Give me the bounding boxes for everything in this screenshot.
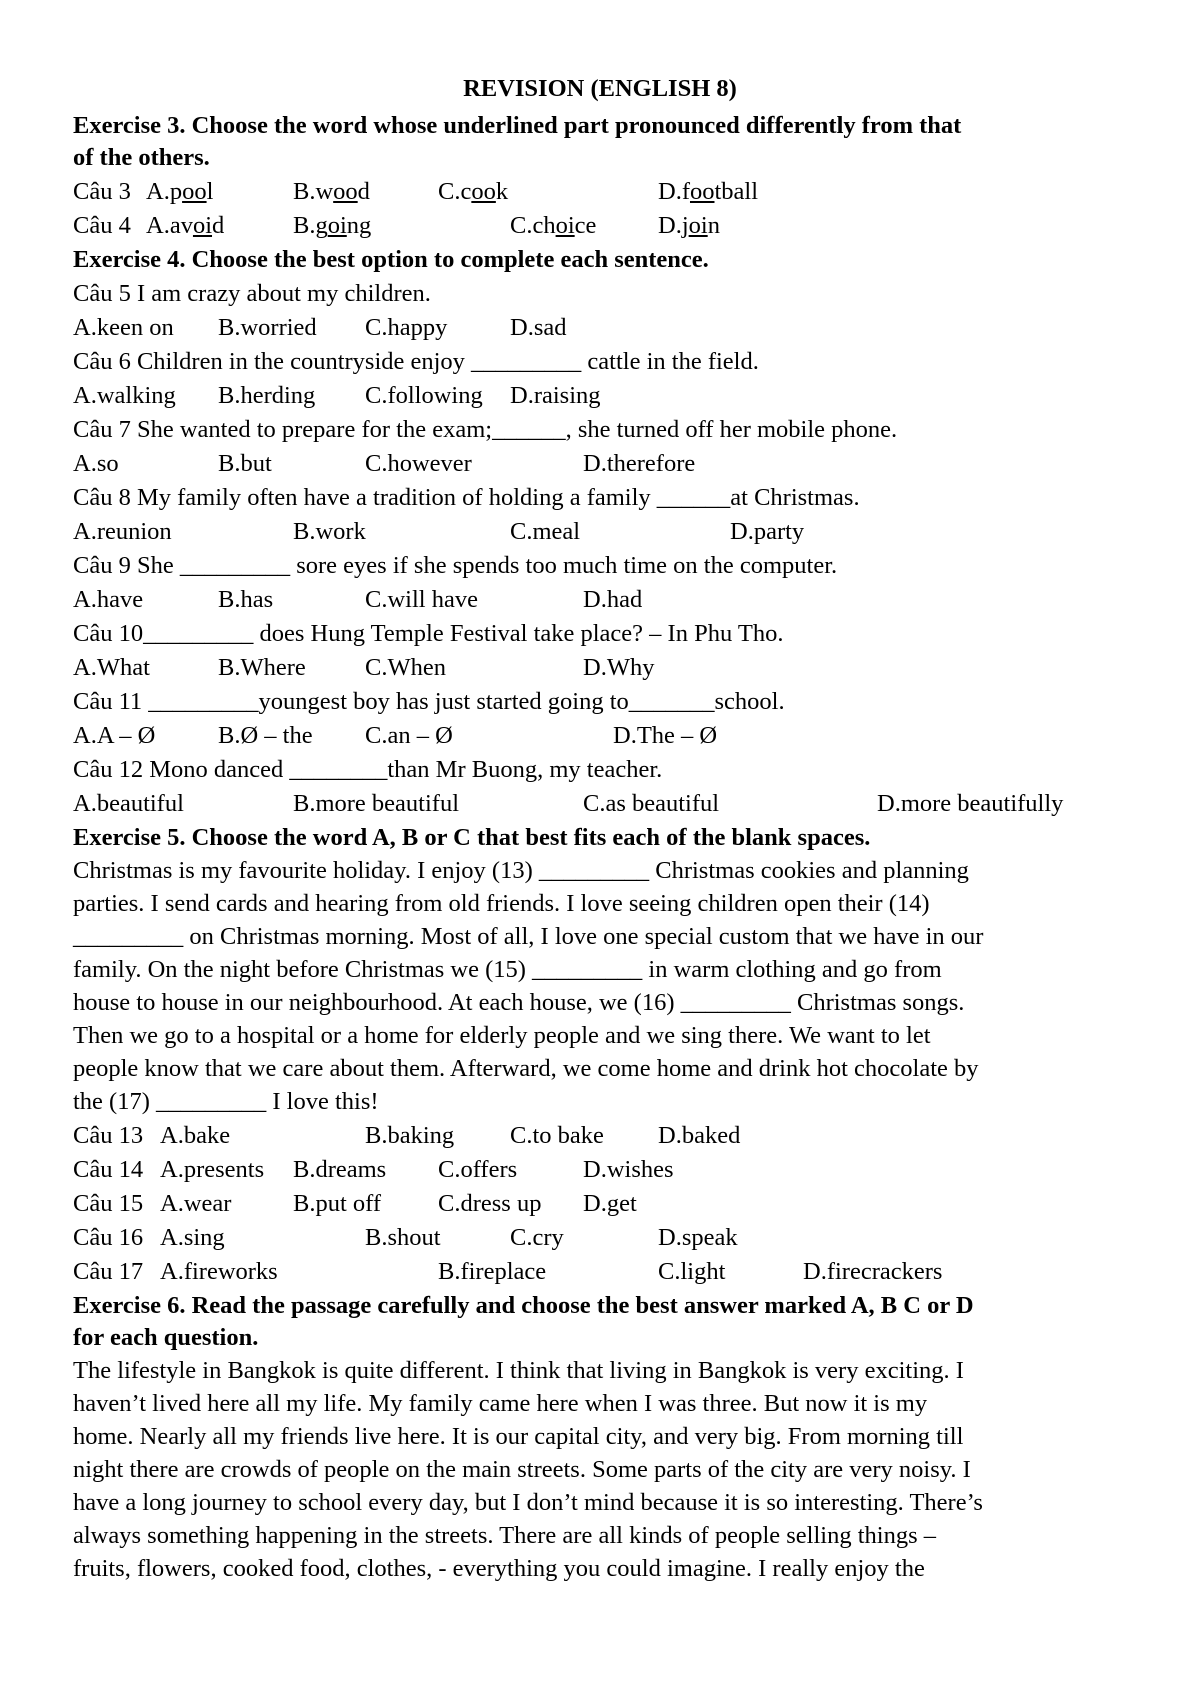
question-4-option-a: A.avoid [146,212,225,239]
question-10-options [73,653,1133,691]
question-15-label: Câu 15 [73,1190,144,1217]
exercise-5-passage-line: parties. I send cards and hearing from old friends. I love seeing children open their (14) [73,890,930,917]
question-16-option-b: B.shout [365,1224,441,1251]
page-title: REVISION (ENGLISH 8) [463,75,737,102]
question-16-option-d: D.speak [658,1224,738,1251]
question-14-option-a: A.presents [160,1156,265,1183]
exercise-6-passage-line: haven’t lived here all my life. My family came here when I was three. But now it is my [73,1390,928,1417]
question-4-option-d: D.join [658,212,720,239]
exercise-5-passage-line: people know that we care about them. Afterward, we come home and drink hot chocolate by [73,1055,979,1082]
question-3-option-d: D.football [658,178,759,205]
question-5-options [73,313,1133,351]
question-16-option-c: C.cry [510,1224,564,1251]
question-15-option-d: D.get [583,1190,637,1217]
question-15-option-b: B.put off [293,1190,382,1217]
question-6-stem: Câu 6 Children in the countryside enjoy _________ cattle in the field. [73,348,759,375]
question-3-label: Câu 3 [73,178,131,205]
question-11-option-c: C.an – Ø [365,722,453,749]
question-10-option-c: C.When [365,654,446,681]
question-6-option-a: A.walking [73,382,176,409]
question-8-option-a: A.reunion [73,518,172,545]
question-12-options [73,789,1133,827]
question-13-options [73,1121,1133,1159]
question-7-option-d: D.therefore [583,450,696,477]
question-7-option-b: B.but [218,450,272,477]
question-17-option-a: A.fireworks [160,1258,278,1285]
exercise-6-passage-line: always something happening in the streets. There are all kinds of people selling things – [73,1522,936,1549]
question-4-option-c: C.choice [510,212,597,239]
question-15-options [73,1189,1133,1227]
question-5-option-b: B.worried [218,314,317,341]
question-14-option-b: B.dreams [293,1156,387,1183]
question-3-option-c: C.cook [438,178,509,205]
question-11-stem: Câu 11 _________youngest boy has just started going to_______school. [73,688,785,715]
question-5-option-d: D.sad [510,314,567,341]
question-17-option-c: C.light [658,1258,726,1285]
question-9-option-d: D.had [583,586,643,613]
exercise-5-passage-line: Then we go to a hospital or a home for elderly people and we sing there. We want to let [73,1022,931,1049]
question-16-option-a: A.sing [160,1224,225,1251]
exercise-5-passage-line: Christmas is my favourite holiday. I enjoy (13) _________ Christmas cookies and planning [73,857,969,884]
question-3-options [73,177,1133,215]
question-13-option-b: B.baking [365,1122,455,1149]
question-10-option-d: D.Why [583,654,655,681]
question-17-options [73,1257,1133,1295]
question-10-option-b: B.Where [218,654,306,681]
question-4-options [73,211,1133,249]
question-6-option-b: B.herding [218,382,316,409]
question-14-label: Câu 14 [73,1156,144,1183]
question-7-option-a: A.so [73,450,119,477]
question-9-stem: Câu 9 She _________ sore eyes if she spends too much time on the computer. [73,552,838,579]
question-6-option-d: D.raising [510,382,601,409]
question-12-option-b: B.more beautiful [293,790,460,817]
exercise-4-heading: Exercise 4. Choose the best option to complete each sentence. [73,246,709,273]
question-9-options [73,585,1133,623]
question-14-option-c: C.offers [438,1156,518,1183]
question-10-option-a: A.What [73,654,150,681]
question-12-option-a: A.beautiful [73,790,184,817]
question-17-option-b: B.fireplace [438,1258,547,1285]
exercise-6-passage-line: have a long journey to school every day, but I don’t mind because it is so interesting. There’s [73,1489,983,1516]
question-6-options [73,381,1133,419]
question-10-stem: Câu 10_________ does Hung Temple Festival take place? – In Phu Tho. [73,620,784,647]
question-7-options [73,449,1133,487]
question-8-option-b: B.work [293,518,366,545]
question-11-option-a: A.A – Ø [73,722,156,749]
question-5-option-c: C.happy [365,314,448,341]
question-12-option-c: C.as beautiful [583,790,720,817]
exercise-5-heading: Exercise 5. Choose the word A, B or C that best fits each of the blank spaces. [73,824,871,851]
question-6-option-c: C.following [365,382,483,409]
question-13-option-a: A.bake [160,1122,231,1149]
question-17-option-d: D.firecrackers [803,1258,943,1285]
question-14-option-d: D.wishes [583,1156,674,1183]
question-12-stem: Câu 12 Mono danced ________than Mr Buong, my teacher. [73,756,663,783]
question-11-options [73,721,1133,759]
exercise-6-heading: Exercise 6. Read the passage carefully and choose the best answer marked A, B C or D [73,1292,974,1319]
question-16-options [73,1223,1133,1261]
question-12-option-d: D.more beautifully [877,790,1064,817]
exercise-6-passage-line: home. Nearly all my friends live here. It is our capital city, and very big. From morning till [73,1423,964,1450]
question-9-option-a: A.have [73,586,144,613]
question-3-option-b: B.wood [293,178,370,205]
question-3-option-a: A.pool [146,178,214,205]
question-15-option-c: C.dress up [438,1190,542,1217]
question-13-label: Câu 13 [73,1122,144,1149]
question-7-option-c: C.however [365,450,472,477]
question-15-option-a: A.wear [160,1190,232,1217]
question-17-label: Câu 17 [73,1258,144,1285]
exercise-3-heading: Exercise 3. Choose the word whose underlined part pronounced differently from that [73,112,962,139]
question-4-label: Câu 4 [73,212,131,239]
exercise-5-passage-line: _________ on Christmas morning. Most of all, I love one special custom that we have in our [73,923,984,950]
question-16-label: Câu 16 [73,1224,144,1251]
exercise-5-passage-line: house to house in our neighbourhood. At each house, we (16) _________ Christmas songs. [73,989,965,1016]
question-4-option-b: B.going [293,212,372,239]
question-11-option-b: B.Ø – the [218,722,313,749]
question-8-option-d: D.party [730,518,805,545]
question-14-options [73,1155,1133,1193]
question-8-option-c: C.meal [510,518,581,545]
question-7-stem: Câu 7 She wanted to prepare for the exam;______, she turned off her mobile phone. [73,416,898,443]
question-13-option-c: C.to bake [510,1122,604,1149]
exercise-6-heading-cont: for each question. [73,1324,259,1351]
question-5-option-a: A.keen on [73,314,174,341]
exercise-5-passage-line: family. On the night before Christmas we (15) _________ in warm clothing and go from [73,956,942,983]
question-8-stem: Câu 8 My family often have a tradition of holding a family ______at Christmas. [73,484,860,511]
question-8-options [73,517,1133,555]
question-13-option-d: D.baked [658,1122,741,1149]
question-11-option-d: D.The – Ø [613,722,718,749]
exercise-6-passage-line: fruits, flowers, cooked food, clothes, - everything you could imagine. I really enjoy the [73,1555,925,1582]
exercise-5-passage-line: the (17) _________ I love this! [73,1088,379,1115]
exercise-3-heading-cont: of the others. [73,144,210,171]
question-5-stem: Câu 5 I am crazy about my children. [73,280,431,307]
question-9-option-c: C.will have [365,586,478,613]
question-9-option-b: B.has [218,586,274,613]
exercise-6-passage-line: The lifestyle in Bangkok is quite different. I think that living in Bangkok is very exciting. I [73,1357,964,1384]
exercise-6-passage-line: night there are crowds of people on the main streets. Some parts of the city are very noisy. I [73,1456,971,1483]
